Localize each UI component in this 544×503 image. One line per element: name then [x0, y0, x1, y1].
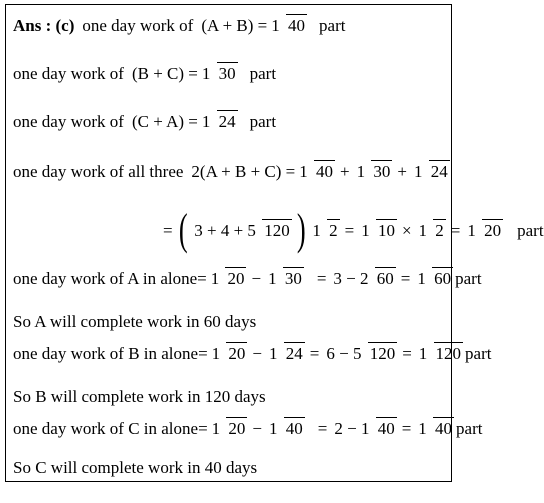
line-bc	[13, 62, 276, 84]
equals-sign: =	[402, 343, 412, 363]
line-b-conclusion-text: So B will complete work in 120 days	[13, 387, 266, 406]
minus-sign: −	[252, 418, 263, 438]
line-ca-expr: (C + A) =	[131, 111, 198, 131]
fraction: 1 30	[201, 64, 236, 83]
unit-part: part	[319, 15, 346, 35]
line-ab	[13, 14, 345, 36]
unit-part: part	[455, 268, 482, 288]
fraction: 1 30	[356, 162, 391, 181]
times-sign: ×	[401, 220, 412, 240]
fraction: 1 40	[299, 162, 334, 181]
line-c-conclusion-text: So C will complete work in 40 days	[13, 458, 258, 477]
fraction: 1 40	[269, 419, 303, 438]
fraction: 1 20	[211, 419, 246, 438]
unit-part: part	[465, 343, 492, 363]
minus-sign: −	[252, 343, 263, 363]
fraction: 1 40	[418, 419, 453, 438]
line-c-alone-text: one day work of C in alone	[13, 418, 199, 438]
equals-sign: =	[163, 220, 173, 240]
line-all-three-text: one day work of all three	[13, 161, 184, 181]
fraction: 1 60	[417, 269, 452, 288]
minus-sign: −	[251, 268, 262, 288]
line-c-alone	[13, 417, 482, 439]
equals-sign: =	[400, 268, 411, 288]
fraction: 1 120	[418, 344, 462, 363]
line-ca	[13, 110, 276, 132]
line-ab-expr: (A + B) =	[201, 15, 268, 35]
fraction: 1 40	[271, 16, 306, 35]
fraction: 1 24	[269, 344, 303, 363]
fraction: 1 20	[211, 344, 246, 363]
line-bc-text: one day work of	[13, 63, 124, 83]
fraction: 2 − 1 40	[334, 419, 395, 438]
line-b-alone-text: one day work of B in alone	[13, 343, 199, 363]
equals-sign: =	[316, 268, 327, 288]
line-all-three-expr: 2(A + B + C) =	[191, 161, 296, 181]
equals-sign: =	[197, 268, 207, 288]
fraction: 1 10	[361, 221, 395, 240]
line-a-alone	[13, 267, 482, 289]
plus-sign: +	[340, 161, 350, 181]
line-b-alone	[13, 342, 491, 364]
fraction: 1 2	[418, 221, 444, 240]
equals-sign: =	[198, 418, 208, 438]
line-bc-expr: (B + C) =	[131, 63, 198, 83]
equals-sign: =	[309, 343, 320, 363]
line-b-conclusion	[13, 388, 266, 405]
fraction: 1 2	[312, 221, 338, 240]
equals-sign: =	[344, 220, 355, 240]
equals-sign: =	[317, 418, 328, 438]
fraction: 1 20	[210, 269, 245, 288]
plus-sign: +	[397, 161, 407, 181]
line-a-alone-text: one day work of A in alone	[13, 268, 198, 288]
fraction: 1 20	[467, 221, 502, 240]
fraction: 1 24	[413, 162, 448, 181]
left-paren: (	[178, 205, 188, 254]
line-c-conclusion	[13, 459, 257, 476]
unit-part: part	[249, 111, 277, 131]
fraction: 1 30	[268, 269, 302, 288]
line-ab-text: one day work of	[82, 15, 194, 35]
equals-sign: =	[401, 418, 412, 438]
unit-part: part	[249, 63, 277, 83]
unit-part: part	[517, 220, 544, 240]
unit-part: part	[456, 418, 483, 438]
right-paren: )	[296, 205, 306, 254]
equals-sign: =	[198, 343, 208, 363]
fraction: 1 24	[201, 112, 236, 131]
line-a-conclusion	[13, 313, 256, 330]
line-ca-text: one day work of	[13, 111, 124, 131]
line-sum-simplified	[160, 205, 544, 254]
line-a-conclusion-text: So A will complete work in 60 days	[13, 312, 257, 331]
fraction: 3 − 2 60	[333, 269, 394, 288]
line-all-three	[13, 160, 452, 182]
fraction: 6 − 5 120	[326, 344, 396, 363]
fraction: 3 + 4 + 5 120	[194, 221, 290, 240]
equals-sign: =	[450, 220, 461, 240]
answer-label: Ans : (c)	[13, 15, 75, 35]
